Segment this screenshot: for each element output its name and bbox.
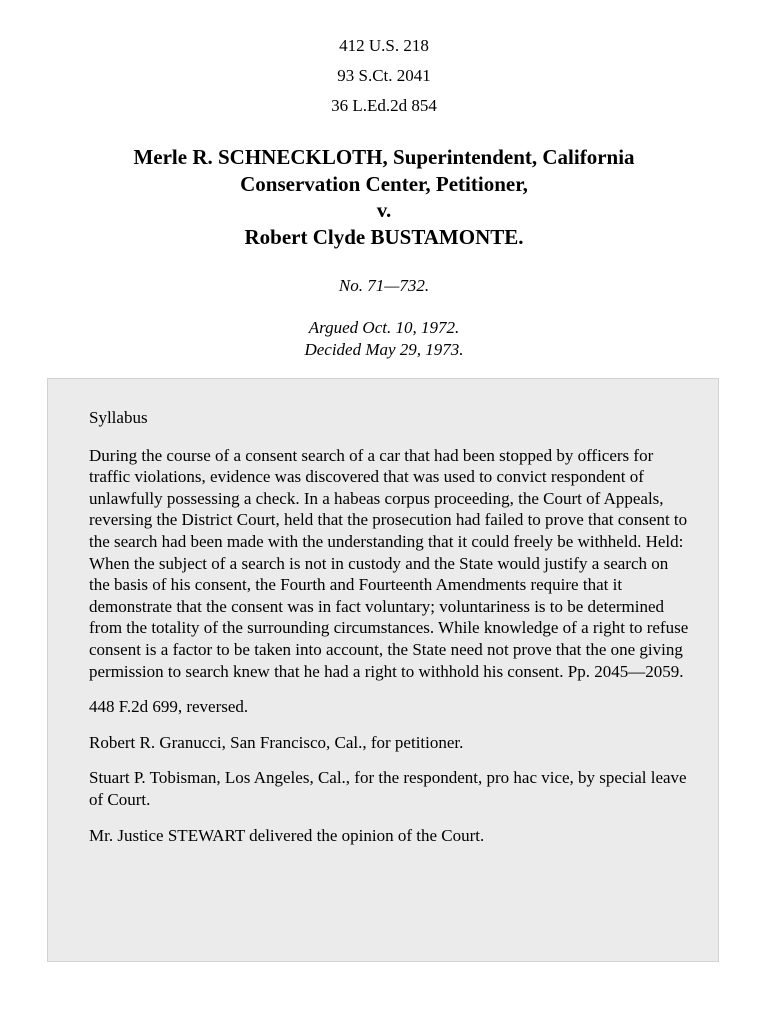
syllabus-disposition: 448 F.2d 699, reversed. bbox=[89, 697, 249, 717]
case-title bbox=[0, 144, 768, 250]
syllabus-box bbox=[47, 378, 719, 962]
counsel-respondent: Stuart P. Tobisman, Los Angeles, Cal., for the respondent, pro hac vice, by special leave of Court. bbox=[89, 768, 687, 809]
decided-date: Decided May 29, 1973. bbox=[304, 340, 464, 359]
case-title-petitioner-line2: Conservation Center, Petitioner, bbox=[240, 171, 528, 196]
counsel-petitioner: Robert R. Granucci, San Francisco, Cal., for petitioner. bbox=[89, 732, 464, 752]
case-dates bbox=[0, 317, 768, 361]
argued-date: Argued Oct. 10, 1972. bbox=[308, 318, 460, 337]
opinion-author: Mr. Justice STEWART delivered the opinion of the Court. bbox=[89, 825, 485, 845]
citation-supreme-court-reporter: 93 S.Ct. 2041 bbox=[337, 66, 431, 85]
case-title-respondent: Robert Clyde BUSTAMONTE. bbox=[244, 224, 524, 249]
citation-us-reports: 412 U.S. 218 bbox=[339, 36, 429, 55]
syllabus-heading: Syllabus bbox=[89, 408, 148, 427]
citations bbox=[0, 33, 768, 123]
docket-number: No. 71—732. bbox=[338, 276, 430, 295]
syllabus-content bbox=[89, 407, 689, 860]
case-title-versus: v. bbox=[376, 198, 392, 222]
citation-lawyers-edition: 36 L.Ed.2d 854 bbox=[331, 96, 437, 115]
syllabus-body: During the course of a consent search of a car that had been stopped by officers for traffic violations, evidence was discovered that was used to convict respondent of unlawfully possessing a check. In a habeas corpus proceeding, the Court of Appeals, reversing the District Court, held that the prosecution had failed to prove that consent to the search had been made with the understanding that it could freely be withheld. Held: When the subject of a search is not in custody and the State would justify a search on the basis of his consent, the Fourth and Fourteenth Amendments require that it demonstrate that the consent was in fact voluntary; voluntariness is to be determined from the totality of the surrounding circumstances. While knowledge of a right to refuse consent is a factor to be taken into account, the State need not prove that the one giving permission to search knew that he had a right to withhold his consent. Pp. 2045—2059. bbox=[89, 445, 689, 681]
case-title-petitioner-line1: Merle R. SCHNECKLOTH, Superintendent, California bbox=[133, 145, 635, 169]
